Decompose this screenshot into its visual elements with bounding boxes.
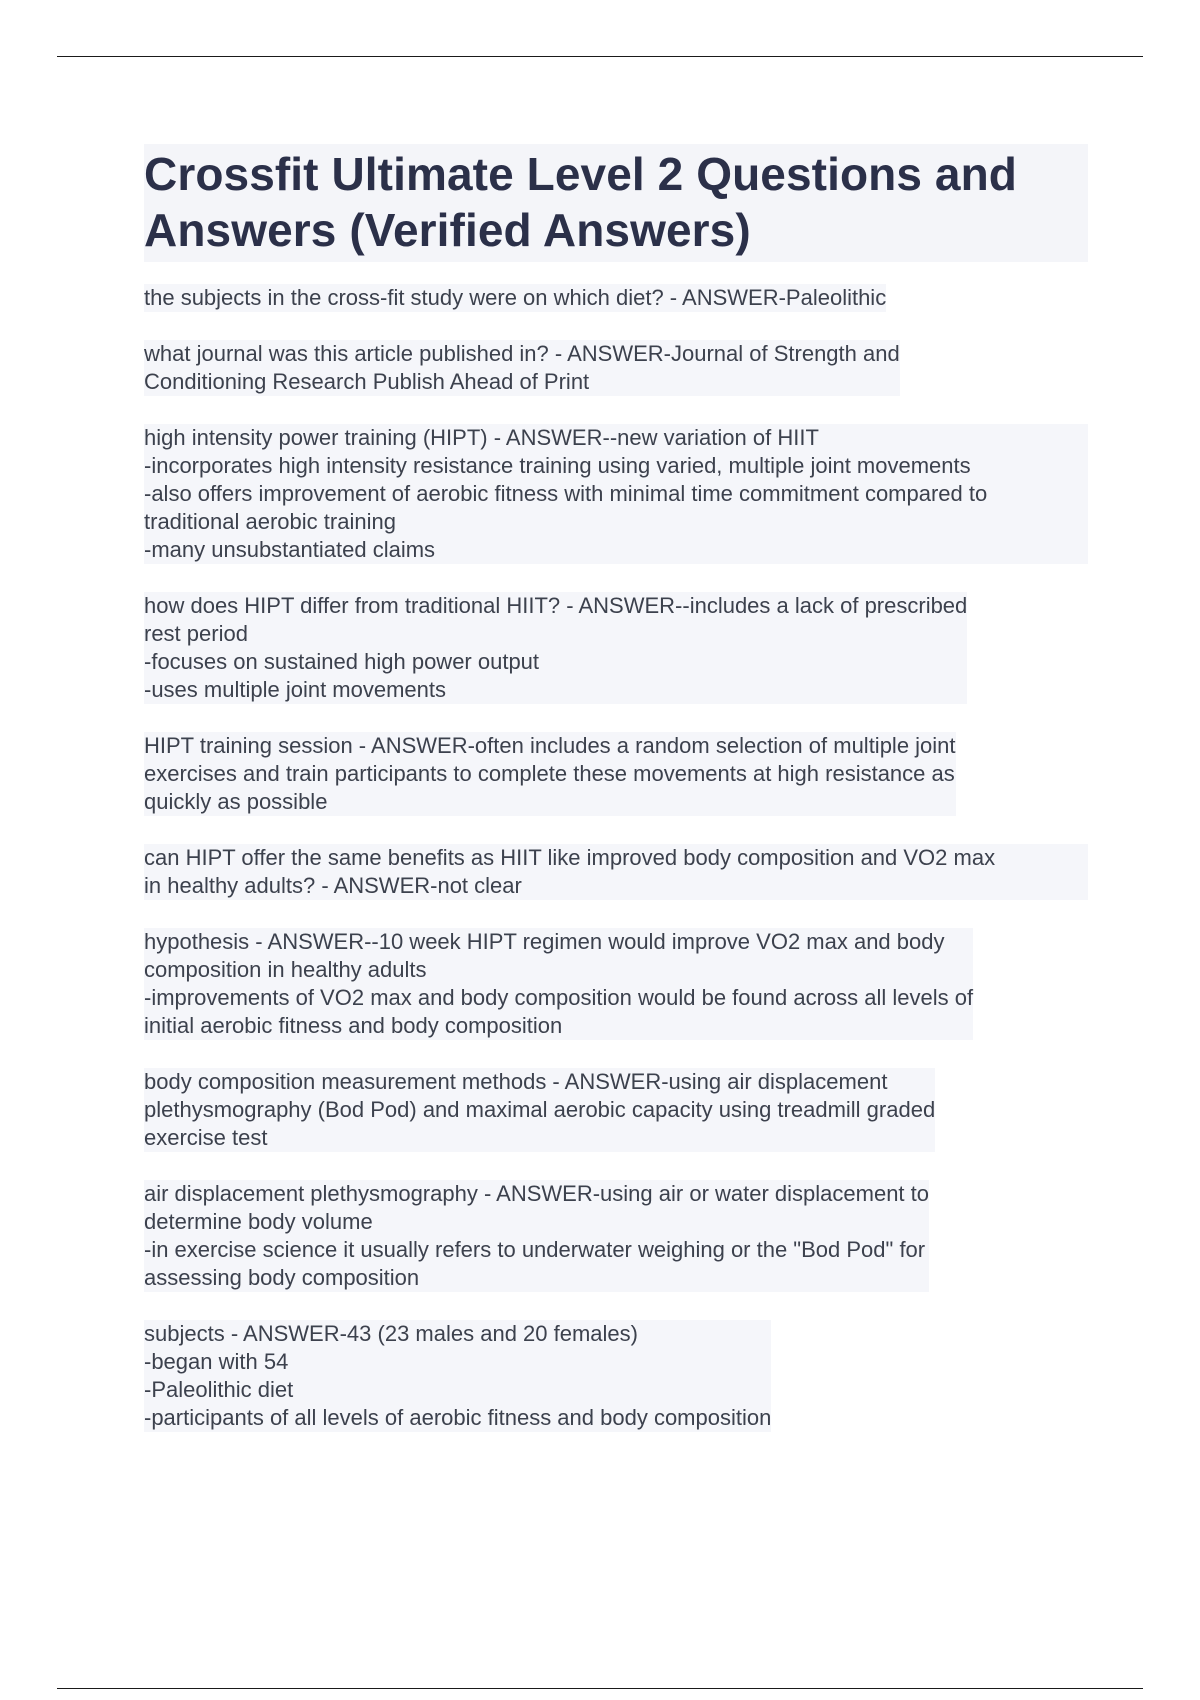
qa-line: subjects - ANSWER-43 (23 males and 20 females) [144, 1321, 638, 1346]
qa-line: -incorporates high intensity resistance training using varied, multiple joint movements [144, 453, 971, 478]
qa-line: can HIPT offer the same benefits as HIIT like improved body composition and VO2 max [144, 845, 996, 870]
qa-text [144, 340, 900, 396]
qa-item [144, 1180, 1088, 1292]
qa-line: -focuses on sustained high power output [144, 649, 540, 674]
qa-line: traditional aerobic training [144, 509, 396, 534]
document-title: Crossfit Ultimate Level 2 Questions and Answers (Verified Answers) [144, 144, 1088, 262]
document-body [144, 144, 1088, 1460]
qa-line: air displacement plethysmography - ANSWER-using air or water displacement to [144, 1181, 929, 1206]
qa-text [144, 732, 956, 816]
qa-line: high intensity power training (HIPT) - ANSWER--new variation of HIIT [144, 425, 819, 450]
qa-line: composition in healthy adults [144, 957, 427, 982]
qa-item [144, 732, 1088, 816]
qa-line: rest period [144, 621, 248, 646]
qa-line: -began with 54 [144, 1349, 289, 1374]
qa-item [144, 844, 1088, 900]
qa-text [144, 424, 1088, 564]
qa-line: initial aerobic fitness and body composition [144, 1013, 563, 1038]
qa-line: -uses multiple joint movements [144, 677, 447, 702]
qa-item [144, 1068, 1088, 1152]
qa-list [144, 284, 1088, 1432]
qa-line: -also offers improvement of aerobic fitness with minimal time commitment compared to [144, 481, 988, 506]
qa-text [144, 1320, 771, 1432]
qa-text [144, 284, 886, 312]
qa-line: -in exercise science it usually refers to underwater weighing or the "Bod Pod" for [144, 1237, 926, 1262]
qa-line: the subjects in the cross-fit study were on which diet? - ANSWER-Paleolithic [144, 285, 887, 310]
qa-line: assessing body composition [144, 1265, 420, 1290]
header-rule [57, 56, 1143, 57]
qa-line: exercise test [144, 1125, 268, 1150]
qa-text [144, 592, 967, 704]
qa-line: exercises and train participants to complete these movements at high resistance as [144, 761, 955, 786]
qa-line: plethysmography (Bod Pod) and maximal aerobic capacity using treadmill graded [144, 1097, 936, 1122]
qa-line: Conditioning Research Publish Ahead of Print [144, 369, 590, 394]
qa-item [144, 424, 1088, 564]
qa-item [144, 592, 1088, 704]
qa-text [144, 1180, 929, 1292]
qa-line: hypothesis - ANSWER--10 week HIPT regimen would improve VO2 max and body [144, 929, 945, 954]
qa-line: HIPT training session - ANSWER-often includes a random selection of multiple joint [144, 733, 956, 758]
qa-text [144, 1068, 935, 1152]
qa-line: in healthy adults? - ANSWER-not clear [144, 873, 522, 898]
qa-line: how does HIPT differ from traditional HIIT? - ANSWER--includes a lack of prescribed [144, 593, 968, 618]
qa-item [144, 284, 1088, 312]
qa-line: -participants of all levels of aerobic fitness and body composition [144, 1405, 772, 1430]
qa-text [144, 928, 973, 1040]
qa-line: -many unsubstantiated claims [144, 537, 436, 562]
qa-line: what journal was this article published in? - ANSWER-Journal of Strength and [144, 341, 900, 366]
qa-line: -improvements of VO2 max and body composition would be found across all levels of [144, 985, 974, 1010]
qa-line: -Paleolithic diet [144, 1377, 294, 1402]
qa-line: quickly as possible [144, 789, 328, 814]
qa-text [144, 844, 1088, 900]
qa-item [144, 928, 1088, 1040]
qa-item [144, 340, 1088, 396]
qa-line: body composition measurement methods - ANSWER-using air displacement [144, 1069, 888, 1094]
qa-line: determine body volume [144, 1209, 373, 1234]
qa-item [144, 1320, 1088, 1432]
footer-rule [57, 1688, 1143, 1689]
